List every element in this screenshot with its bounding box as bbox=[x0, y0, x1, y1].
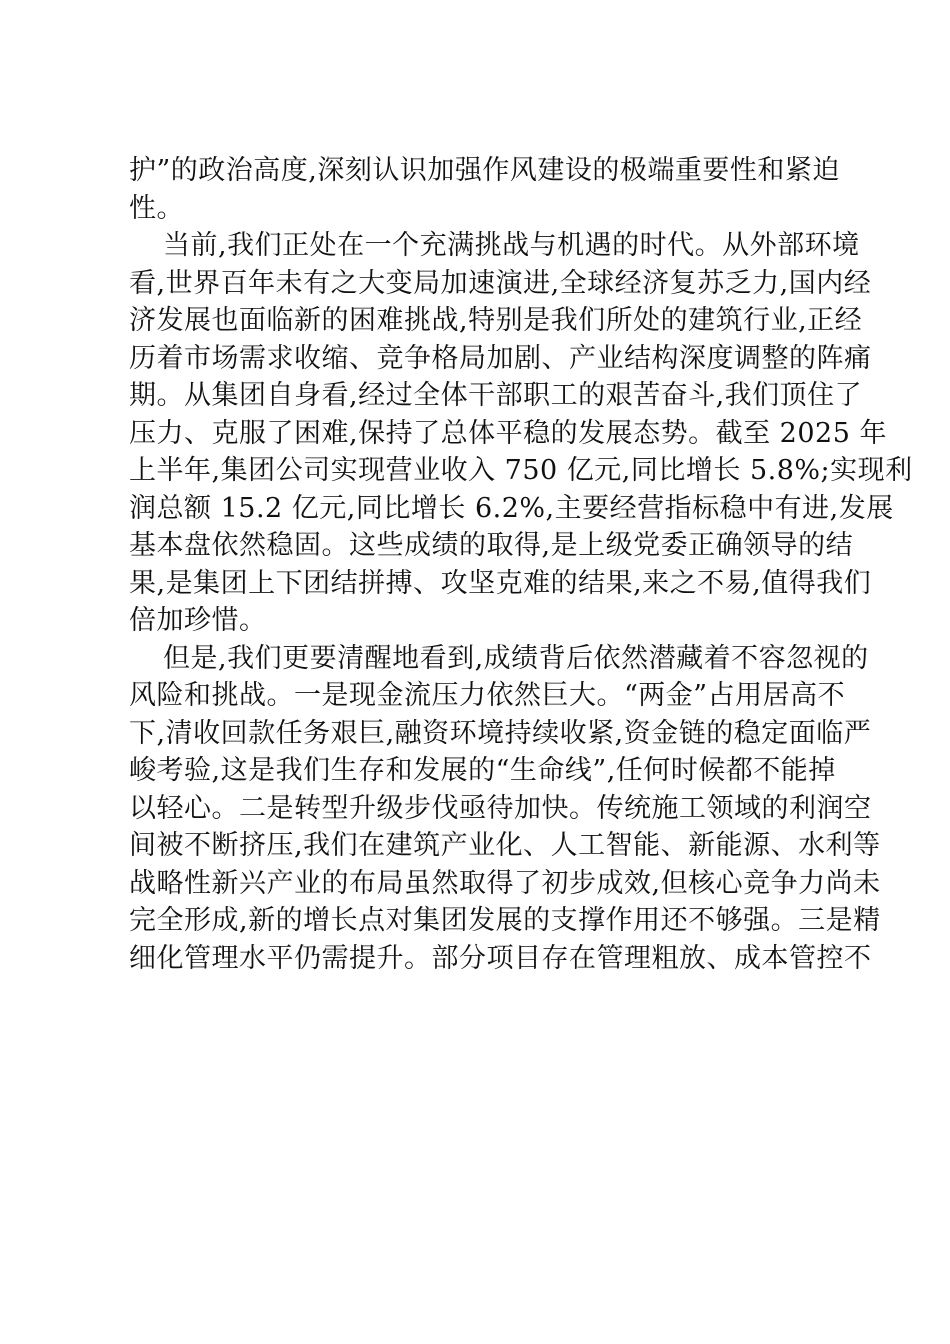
paragraph-line: 细化管理水平仍需提升。部分项目存在管理粗放、成本管控不 bbox=[129, 942, 872, 974]
paragraph-line: 以轻心。二是转型升级步伐亟待加快。传统施工领域的利润空 bbox=[129, 792, 872, 824]
paragraph-1 bbox=[129, 152, 840, 227]
paragraph-line: 看,世界百年未有之大变局加速演进,全球经济复苏乏力,国内经 bbox=[129, 267, 872, 299]
paragraph-line: 峻考验,这是我们生存和发展的“生命线”,任何时候都不能掉 bbox=[129, 755, 836, 786]
paragraph-line: 上半年,集团公司实现营业收入 750 亿元,同比增长 5.8%;实现利 bbox=[129, 455, 913, 486]
paragraph-line: 完全形成,新的增长点对集团发展的支撑作用还不够强。三是精 bbox=[129, 905, 881, 936]
paragraph-line: 基本盘依然稳固。这些成绩的取得,是上级党委正确领导的结 bbox=[129, 530, 854, 561]
paragraph-line: 济发展也面临新的困难挑战,特别是我们所处的建筑行业,正经 bbox=[129, 305, 863, 336]
paragraph-line: 压力、克服了困难,保持了总体平稳的发展态势。截至 2025 年 bbox=[129, 417, 887, 449]
paragraph-line: 性。 bbox=[129, 192, 184, 224]
paragraph-line: 间被不断挤压,我们在建筑产业化、人工智能、新能源、水利等 bbox=[129, 830, 881, 861]
paragraph-line: 下,清收回款任务艰巨,融资环境持续收紧,资金链的稳定面临严 bbox=[129, 717, 872, 749]
paragraph-line: 期。从集团自身看,经过全体干部职工的艰苦奋斗,我们顶住了 bbox=[129, 380, 863, 411]
paragraph-line: 润总额 15.2 亿元,同比增长 6.2%,主要经营指标稳中有进,发展 bbox=[129, 492, 894, 524]
paragraph-line: 倍加珍惜。 bbox=[129, 605, 267, 636]
document-body bbox=[129, 152, 913, 977]
paragraph-line: 果,是集团上下团结拼搏、攻坚克难的结果,来之不易,值得我们 bbox=[129, 567, 872, 599]
paragraph-2 bbox=[129, 227, 913, 640]
paragraph-line: 风险和挑战。一是现金流压力依然巨大。“两金”占用居高不 bbox=[129, 680, 846, 711]
paragraph-line: 战略性新兴产业的布局虽然取得了初步成效,但核心竞争力尚未 bbox=[129, 867, 881, 899]
paragraph-line: 但是,我们更要清醒地看到,成绩背后依然潜藏着不容忽视的 bbox=[163, 642, 869, 674]
paragraph-3 bbox=[129, 640, 881, 978]
paragraph-line: 历着市场需求收缩、竞争格局加剧、产业结构深度调整的阵痛 bbox=[129, 342, 872, 374]
paragraph-line: 当前,我们正处在一个充满挑战与机遇的时代。从外部环境 bbox=[163, 230, 860, 261]
paragraph-line: 护”的政治高度,深刻认识加强作风建设的极端重要性和紧迫 bbox=[129, 155, 840, 186]
